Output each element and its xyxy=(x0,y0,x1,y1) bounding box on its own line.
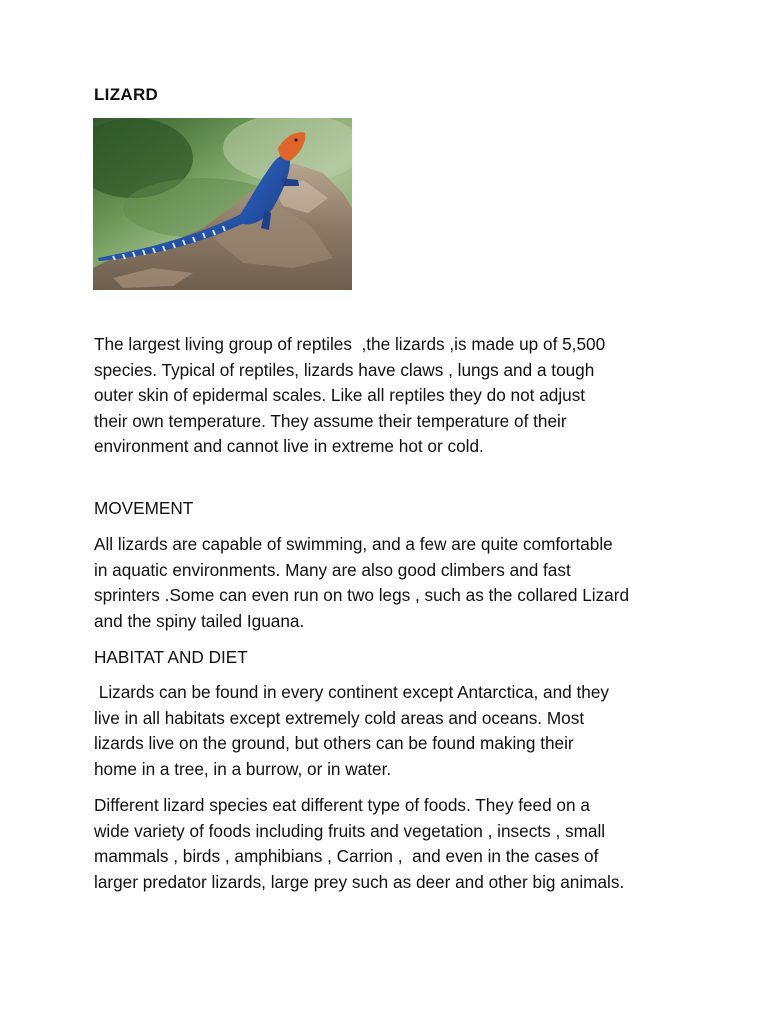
intro-paragraph xyxy=(94,332,694,460)
habitat-line: Lizards can be found in every continent except Antarctica, and they xyxy=(94,682,609,702)
movement-line: sprinters .Some can even run on two legs , such as the collared Lizard xyxy=(94,585,630,606)
intro-line: The largest living group of reptiles ,the lizards ,is made up of 5,500 xyxy=(94,334,606,354)
movement-heading: MOVEMENT xyxy=(94,498,194,518)
page-title: LIZARD xyxy=(94,85,159,104)
diet-paragraph xyxy=(94,793,694,895)
movement-line: in aquatic environments. Many are also good climbers and fast xyxy=(94,559,571,580)
diet-line: larger predator lizards, large prey such as deer and other big animals. xyxy=(94,871,625,892)
movement-paragraph xyxy=(94,532,694,634)
movement-line: and the spiny tailed Iguana. xyxy=(94,610,305,631)
diet-line: mammals , birds , amphibians , Carrion , and even in the cases of xyxy=(94,846,599,867)
intro-line: species. Typical of reptiles, lizards have claws , lungs and a tough xyxy=(94,359,595,380)
intro-line: environment and cannot live in extreme hot or cold. xyxy=(94,436,484,457)
habitat-line: lizards live on the ground, but others can be found making their xyxy=(94,733,574,754)
intro-line: their own temperature. They assume their temperature of their xyxy=(94,410,567,431)
intro-line: outer skin of epidermal scales. Like all reptiles they do not adjust xyxy=(94,385,586,406)
habitat-line: live in all habitats except extremely cold areas and oceans. Most xyxy=(94,707,585,728)
habitat-paragraph xyxy=(94,680,694,782)
lizard-photo xyxy=(93,118,352,290)
habitat-diet-heading: HABITAT AND DIET xyxy=(94,647,248,667)
diet-line: wide variety of foods including fruits and vegetation , insects , small xyxy=(94,820,606,841)
movement-line: All lizards are capable of swimming, and a few are quite comfortable xyxy=(94,534,613,554)
habitat-line: home in a tree, in a burrow, or in water. xyxy=(94,758,392,779)
diet-line: Different lizard species eat different type of foods. They feed on a xyxy=(94,795,590,815)
